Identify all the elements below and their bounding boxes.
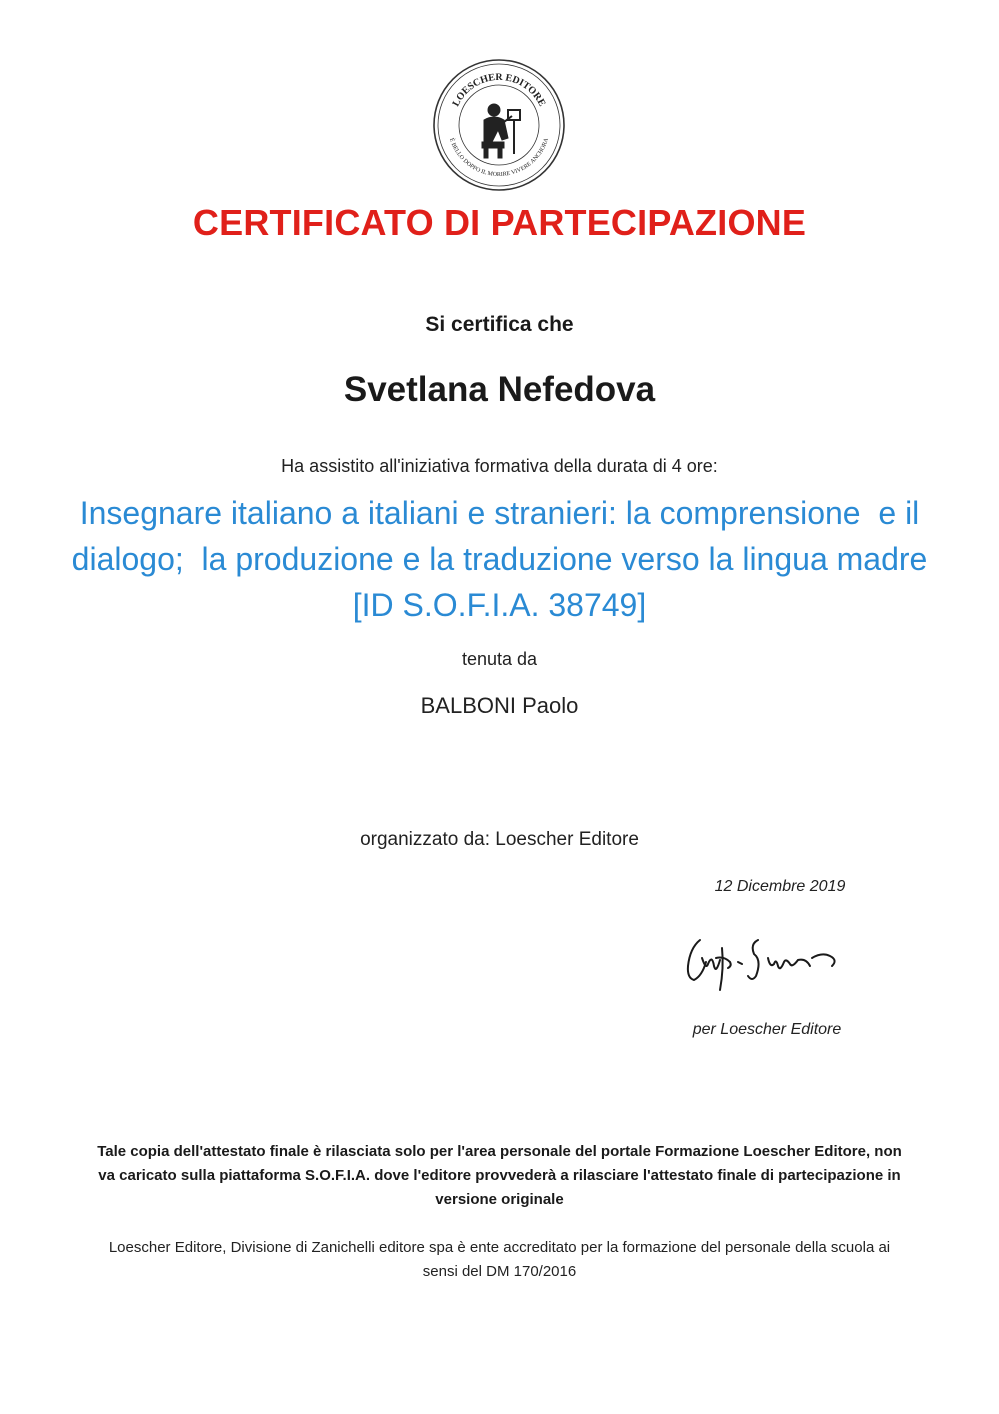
seal-bottom-text: È BELLO DOPPO IL MORIRE VIVERE ANCHORA (447, 137, 551, 179)
accreditation-text (40, 1236, 959, 1284)
disclaimer-line: versione originale (435, 1191, 564, 1208)
accreditation-line: sensi del DM 170/2016 (422, 1263, 577, 1280)
loescher-seal-logo (432, 58, 566, 192)
certificate-title: CERTIFICATO DI PARTECIPAZIONE (192, 202, 807, 243)
course-id: [ID S.O.F.I.A. 38749] (352, 587, 647, 623)
course-title-line: dialogo; la produzione e la traduzione verso la lingua madre (71, 541, 928, 577)
course-title-line: Insegnare italiano a italiani e stranieri: la comprensione e il (79, 495, 920, 531)
attended-text: Ha assistito all'iniziativa formativa della durata di 4 ore: (281, 456, 718, 476)
speaker-name: BALBONI Paolo (420, 693, 579, 718)
certificate-date: 12 Dicembre 2019 (714, 878, 846, 895)
seal-top-text: LOESCHER EDITORE (450, 71, 548, 109)
held-by-label: tenuta da (461, 649, 538, 669)
organized-by: organizzato da: Loescher Editore (360, 829, 639, 850)
accreditation-line: Loescher Editore, Divisione di Zanichelli editore spa è ente accreditato per la formazione del personale della scuola ai (108, 1239, 891, 1256)
course-title (40, 490, 959, 628)
certifies-label: Si certifica che (425, 313, 574, 336)
signature-image (672, 918, 852, 998)
signed-for-label: per Loescher Editore (692, 1021, 842, 1038)
disclaimer-line: Tale copia dell'attestato finale è rilasciata solo per l'area personale del portale Formazione Loescher Editore, non (97, 1143, 902, 1160)
disclaimer-line: va caricato sulla piattaforma S.O.F.I.A. dove l'editore provvederà a rilasciare l'attestato finale di partecipazione in (98, 1167, 901, 1184)
disclaimer-text (40, 1140, 959, 1212)
participant-name: Svetlana Nefedova (343, 370, 656, 409)
